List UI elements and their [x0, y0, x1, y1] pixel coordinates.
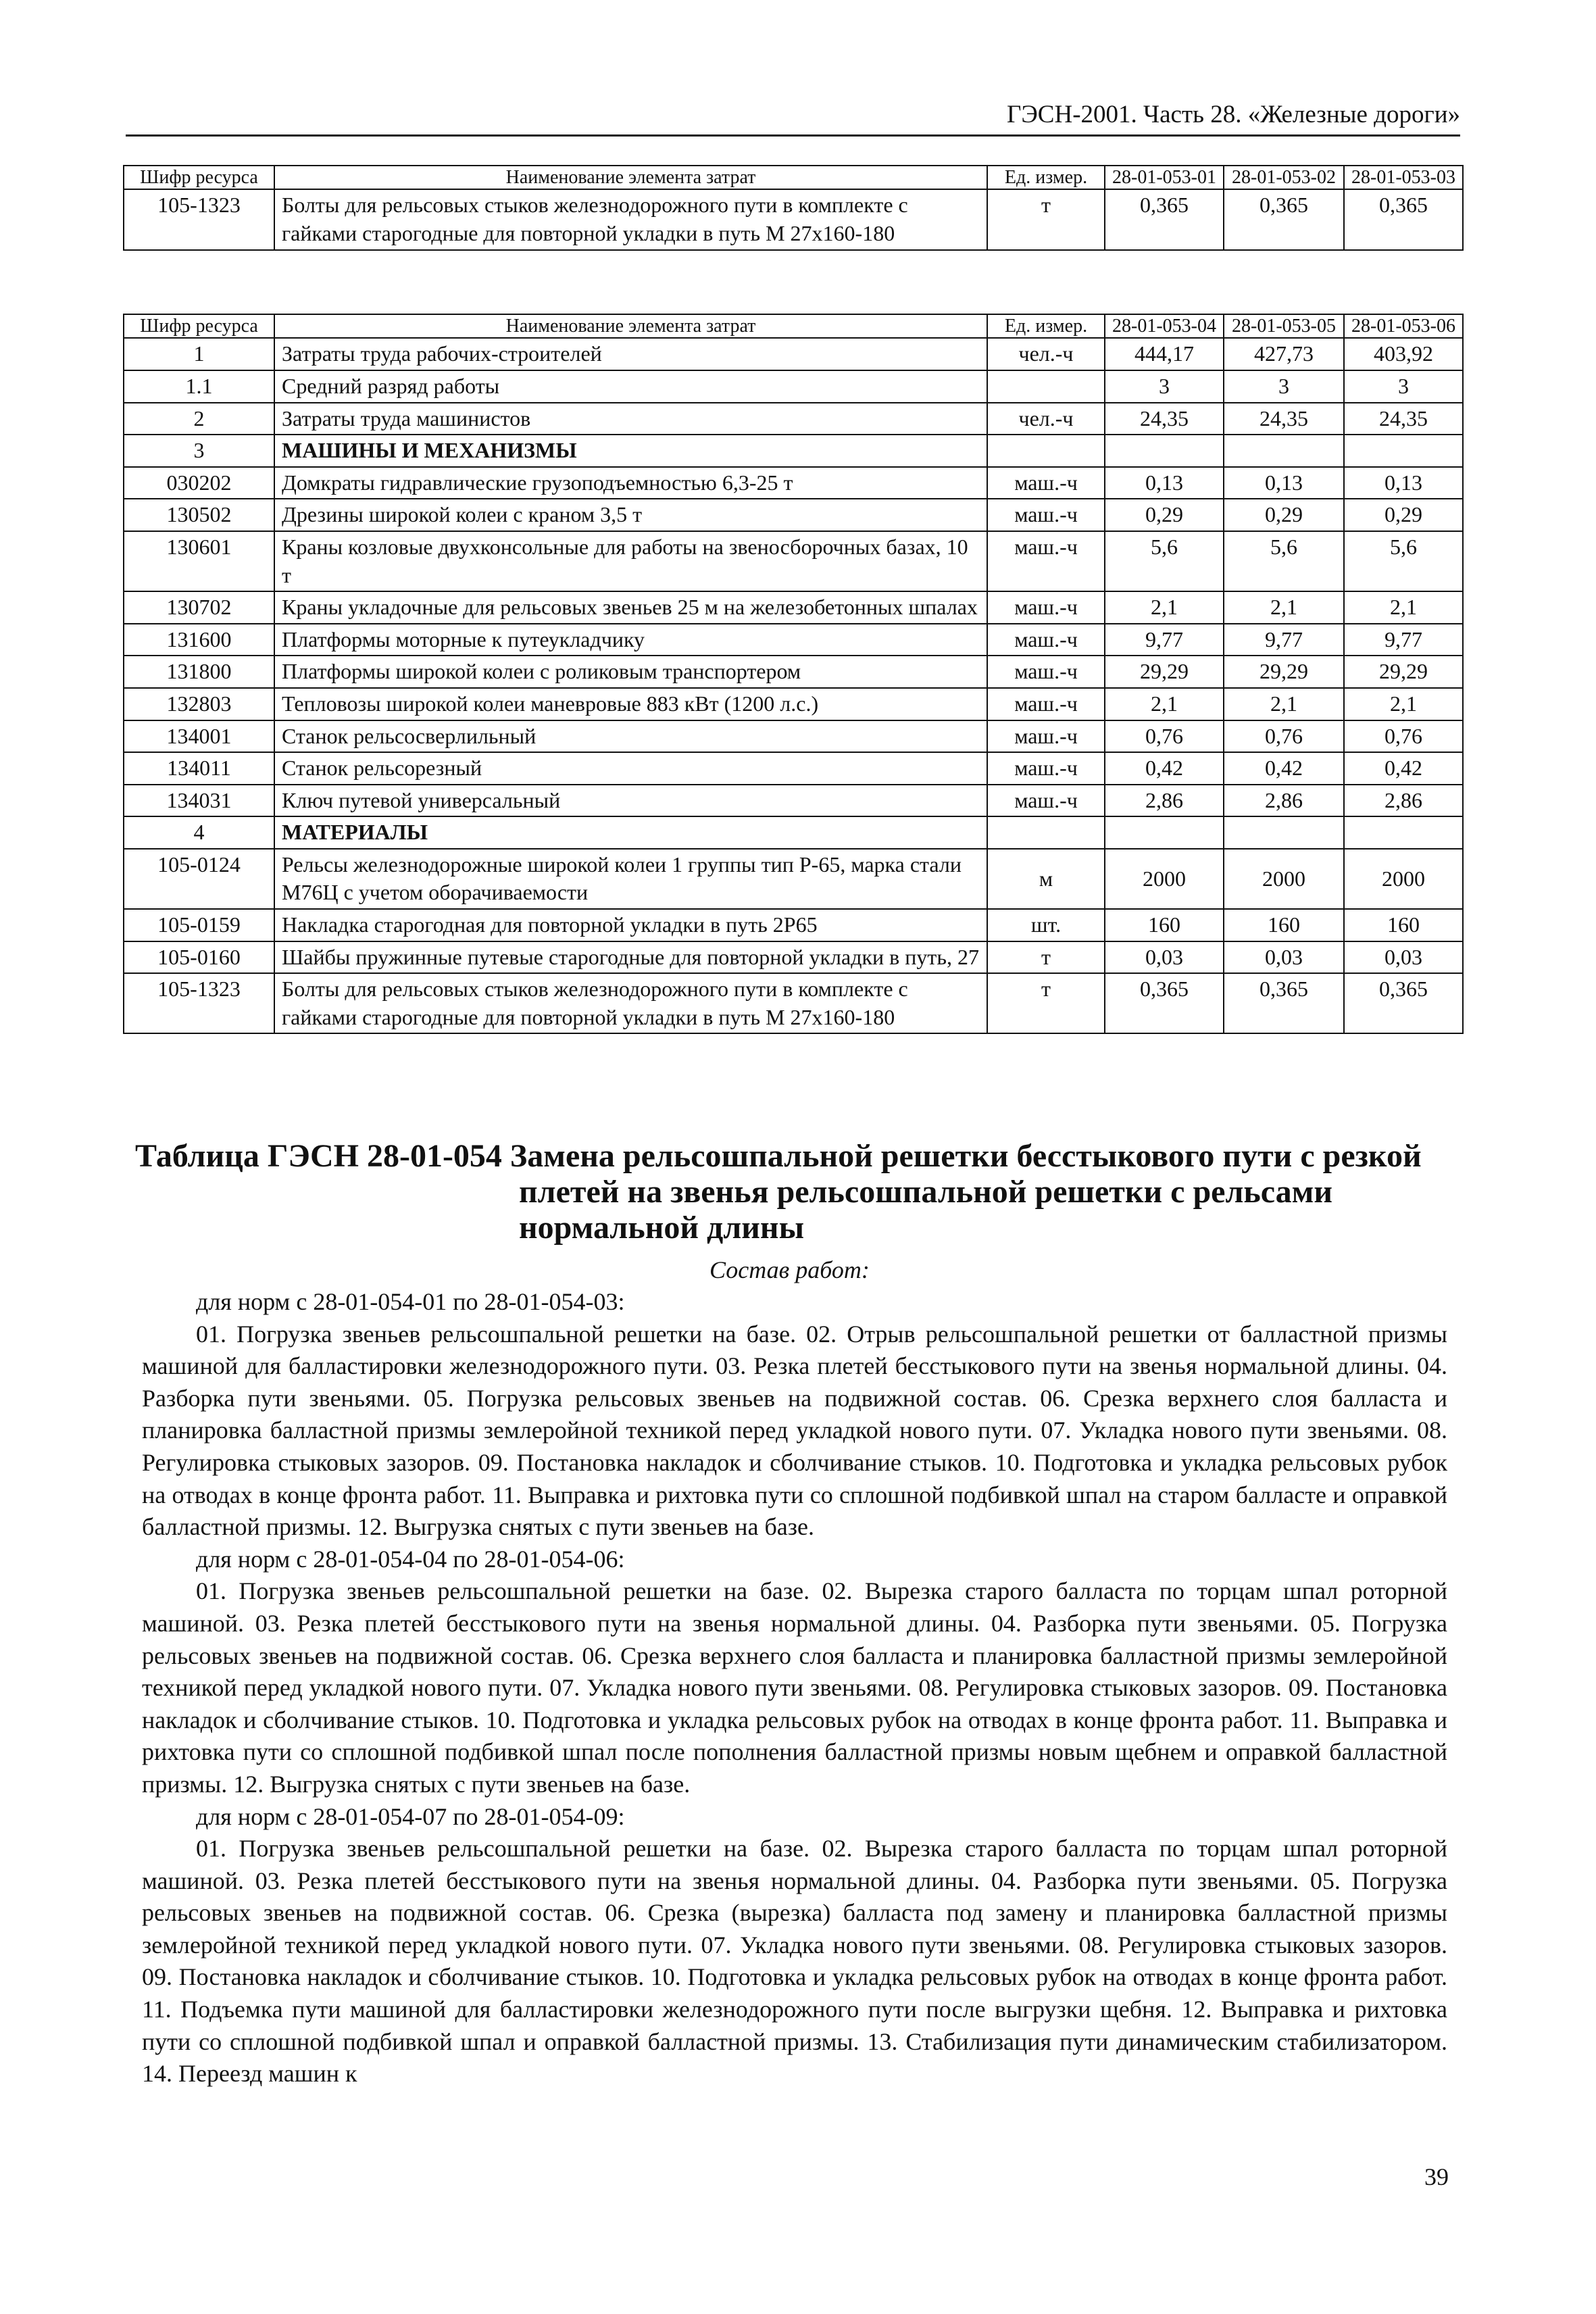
norm-value: 0,42: [1224, 752, 1344, 785]
resource-unit: маш.-ч: [987, 531, 1105, 591]
resource-code: 030202: [124, 467, 274, 499]
table-row: [124, 403, 1463, 435]
norm-value: 29,29: [1105, 656, 1224, 688]
resource-name: Затраты труда машинистов: [274, 403, 987, 435]
norm-value: 0,365: [1344, 973, 1463, 1033]
column-header-norm: 28-01-053-04: [1105, 314, 1224, 338]
resource-table-053-01-03: [123, 165, 1464, 251]
group-text: 01. Погрузка звеньев рельсошпальной решетки на базе. 02. Отрыв рельсошпальной решетки от балластной призмы машиной для балластировки железнодорожного пути. 03. Резка плетей бесстыкового пути на звенья нормальной длины. 04. Разборка пути звеньями. 05. Погрузка рельсовых звеньев на подвижной состав. 06. Срезка верхнего слоя балласта и планировка балластной призмы землеройной техникой перед укладкой нового пути. 07. Укладка нового пути звеньями. 08. Регулировка стыковых зазоров. 09. Постановка накладок и сболчивание стыков. 10. Подготовка и укладка рельсовых рубок на отводах в конце фронта работ. 11. Выправка и рихтовка пути со сплошной подбивкой шпал на старом балласте и оправкой балластной призмы. 12. Выгрузка снятых с пути звеньев на базе.: [142, 1320, 1447, 1541]
resource-table-053-04-06: [123, 314, 1464, 1034]
norm-value: 29,29: [1344, 656, 1463, 688]
resource-unit: маш.-ч: [987, 467, 1105, 499]
resource-name: Ключ путевой универсальный: [274, 785, 987, 817]
group-label: для норм с 28-01-054-07 по 28-01-054-09:: [196, 1802, 625, 1830]
column-header-norm: 28-01-053-01: [1105, 166, 1224, 189]
norm-value: 9,77: [1224, 624, 1344, 656]
resource-unit: маш.-ч: [987, 591, 1105, 624]
resource-code: 134001: [124, 720, 274, 753]
resource-name: Платформы моторные к путеукладчику: [274, 624, 987, 656]
norm-value: 5,6: [1105, 531, 1224, 591]
table-row: [124, 752, 1463, 785]
resource-code: 105-0160: [124, 941, 274, 974]
resource-code: 134031: [124, 785, 274, 817]
resource-code: 130502: [124, 499, 274, 531]
table-header-row: [124, 166, 1463, 189]
resource-unit: чел.-ч: [987, 403, 1105, 435]
resource-code: 134011: [124, 752, 274, 785]
resource-name: Краны козловые двухконсольные для работы на звеносборочных базах, 10 т: [274, 531, 987, 591]
column-header-name: Наименование элемента затрат: [274, 166, 987, 189]
column-header-code: Шифр ресурса: [124, 314, 274, 338]
column-header-norm: 28-01-053-05: [1224, 314, 1344, 338]
norm-value: 160: [1105, 909, 1224, 941]
norm-value: 29,29: [1224, 656, 1344, 688]
resource-name: Болты для рельсовых стыков железнодорожного пути в комплекте с гайками старогодные для повторной укладки в путь М 27х160-180: [274, 973, 987, 1033]
norm-value: [1344, 816, 1463, 849]
norm-value: 2,1: [1224, 688, 1344, 720]
resource-name: Затраты труда рабочих-строителей: [274, 338, 987, 370]
table-row: [124, 591, 1463, 624]
norm-value: 0,29: [1344, 499, 1463, 531]
resource-code: 131800: [124, 656, 274, 688]
norm-value: 24,35: [1224, 403, 1344, 435]
section-title-line1: Таблица ГЭСН 28-01-054 Замена рельсошпальной решетки бесстыкового пути с резкой: [135, 1138, 1422, 1174]
norm-value: 2,86: [1105, 785, 1224, 817]
table-row: [124, 785, 1463, 817]
resource-name: Платформы широкой колеи с роликовым транспортером: [274, 656, 987, 688]
norm-value: 0,76: [1344, 720, 1463, 753]
resource-name: Краны укладочные для рельсовых звеньев 25 м на железобетонных шпалах: [274, 591, 987, 624]
resource-unit: маш.-ч: [987, 785, 1105, 817]
table-row: [124, 720, 1463, 753]
norm-value: 3: [1344, 370, 1463, 403]
table-row: [124, 338, 1463, 370]
table-header-row: [124, 314, 1463, 338]
resource-unit: маш.-ч: [987, 752, 1105, 785]
resource-unit: т: [987, 973, 1105, 1033]
resource-name: Дрезины широкой колеи с краном 3,5 т: [274, 499, 987, 531]
resource-unit: м: [987, 849, 1105, 909]
table-row: [124, 499, 1463, 531]
norm-value: [1224, 816, 1344, 849]
resource-name: Накладка старогодная для повторной укладки в путь 2Р65: [274, 909, 987, 941]
column-header-name: Наименование элемента затрат: [274, 314, 987, 338]
table-row: [124, 531, 1463, 591]
table-row: [124, 435, 1463, 467]
norm-value: 0,365: [1105, 973, 1224, 1033]
norm-value: 2000: [1224, 849, 1344, 909]
table-row: [124, 688, 1463, 720]
table-row: [124, 189, 1463, 249]
norm-value: 0,29: [1224, 499, 1344, 531]
resource-code: 1: [124, 338, 274, 370]
norm-value: 0,13: [1105, 467, 1224, 499]
table-row: [124, 941, 1463, 974]
resource-code: 131600: [124, 624, 274, 656]
norm-value: 0,365: [1344, 189, 1463, 249]
resource-name: Болты для рельсовых стыков железнодорожного пути в комплекте с гайками старогодные для повторной укладки в путь М 27х160-180: [274, 189, 987, 249]
resource-code: 132803: [124, 688, 274, 720]
norm-value: 5,6: [1224, 531, 1344, 591]
resource-unit: маш.-ч: [987, 499, 1105, 531]
resource-name: Станок рельсорезный: [274, 752, 987, 785]
resource-code: 1.1: [124, 370, 274, 403]
section-title: [135, 1139, 1460, 1246]
norm-value: 3: [1105, 370, 1224, 403]
table-row: [124, 973, 1463, 1033]
norm-value: [1105, 816, 1224, 849]
norm-value: 2,1: [1344, 591, 1463, 624]
norm-value: 2,86: [1344, 785, 1463, 817]
norm-value: 160: [1224, 909, 1344, 941]
norm-value: 2,1: [1224, 591, 1344, 624]
norm-value: 2,1: [1105, 591, 1224, 624]
norm-value: 0,03: [1105, 941, 1224, 974]
resource-code: 105-0124: [124, 849, 274, 909]
norm-value: 0,29: [1105, 499, 1224, 531]
resource-unit: т: [987, 941, 1105, 974]
resource-code: 3: [124, 435, 274, 467]
norm-value: [1224, 435, 1344, 467]
norm-value: 5,6: [1344, 531, 1463, 591]
norm-value: 9,77: [1105, 624, 1224, 656]
norm-value: 2,86: [1224, 785, 1344, 817]
column-header-unit: Ед. измер.: [987, 314, 1105, 338]
norm-value: 24,35: [1105, 403, 1224, 435]
resource-name: МАТЕРИАЛЫ: [274, 816, 987, 849]
resource-unit: шт.: [987, 909, 1105, 941]
column-header-norm: 28-01-053-02: [1224, 166, 1344, 189]
norm-value: 2,1: [1105, 688, 1224, 720]
norm-value: 0,365: [1224, 189, 1344, 249]
section-subtitle: Состав работ:: [709, 1256, 870, 1283]
norm-value: 444,17: [1105, 338, 1224, 370]
table-row: [124, 370, 1463, 403]
norm-value: 0,03: [1224, 941, 1344, 974]
norm-value: 0,13: [1344, 467, 1463, 499]
norm-value: 9,77: [1344, 624, 1463, 656]
resource-name: Домкраты гидравлические грузоподъемностью 6,3-25 т: [274, 467, 987, 499]
norm-value: 427,73: [1224, 338, 1344, 370]
resource-unit: маш.-ч: [987, 720, 1105, 753]
norm-value: 0,365: [1224, 973, 1344, 1033]
resource-code: 105-1323: [124, 973, 274, 1033]
norm-value: 160: [1344, 909, 1463, 941]
resource-name: Тепловозы широкой колеи маневровые 883 кВт (1200 л.с.): [274, 688, 987, 720]
table-row: [124, 849, 1463, 909]
table-row: [124, 909, 1463, 941]
norm-value: 2000: [1344, 849, 1463, 909]
resource-unit: чел.-ч: [987, 338, 1105, 370]
norm-value: 0,76: [1224, 720, 1344, 753]
norm-value: 0,76: [1105, 720, 1224, 753]
resource-code: 2: [124, 403, 274, 435]
column-header-norm: 28-01-053-06: [1344, 314, 1463, 338]
norm-value: 0,365: [1105, 189, 1224, 249]
page-number: 39: [1424, 2163, 1449, 2190]
resource-name: Средний разряд работы: [274, 370, 987, 403]
norm-value: 24,35: [1344, 403, 1463, 435]
column-header-norm: 28-01-053-03: [1344, 166, 1463, 189]
group-label: для норм с 28-01-054-01 по 28-01-054-03:: [196, 1288, 625, 1315]
resource-name: Шайбы пружинные путевые старогодные для повторной укладки в путь, 27: [274, 941, 987, 974]
table-row: [124, 816, 1463, 849]
norm-value: 2,1: [1344, 688, 1463, 720]
resource-name: МАШИНЫ И МЕХАНИЗМЫ: [274, 435, 987, 467]
resource-unit: маш.-ч: [987, 656, 1105, 688]
resource-unit: [987, 435, 1105, 467]
column-header-code: Шифр ресурса: [124, 166, 274, 189]
resource-name: Станок рельсосверлильный: [274, 720, 987, 753]
norm-value: 2000: [1105, 849, 1224, 909]
work-composition: [142, 1286, 1447, 2090]
norm-value: [1344, 435, 1463, 467]
resource-code: 105-1323: [124, 189, 274, 249]
column-header-unit: Ед. измер.: [987, 166, 1105, 189]
running-header: ГЭСН-2001. Часть 28. «Железные дороги»: [126, 100, 1460, 137]
group-text: 01. Погрузка звеньев рельсошпальной решетки на базе. 02. Вырезка старого балласта по торцам шпал роторной машиной. 03. Резка плетей бесстыкового пути на звенья нормальной длины. 04. Разборка пути звеньями. 05. Погрузка рельсовых звеньев на подвижной состав. 06. Срезка верхнего слоя балласта и планировка балластной призмы землеройной техникой перед укладкой нового пути. 07. Укладка нового пути звеньями. 08. Регулировка стыковых зазоров. 09. Постановка накладок и сболчивание стыков. 10. Подготовка и укладка рельсовых рубок на отводах в конце фронта работ. 11. Выправка и рихтовка пути со сплошной подбивкой шпал после пополнения балластной призмы новым щебнем и оправкой балластной призмы. 12. Выгрузка снятых с пути звеньев на базе.: [142, 1577, 1447, 1798]
table-row: [124, 467, 1463, 499]
norm-value: [1105, 435, 1224, 467]
resource-name: Рельсы железнодорожные широкой колеи 1 группы тип Р-65, марка стали М76Ц с учетом оборачиваемости: [274, 849, 987, 909]
table-row: [124, 656, 1463, 688]
norm-value: 0,42: [1344, 752, 1463, 785]
norm-value: 0,42: [1105, 752, 1224, 785]
resource-code: 130601: [124, 531, 274, 591]
resource-unit: маш.-ч: [987, 688, 1105, 720]
resource-code: 4: [124, 816, 274, 849]
resource-code: 105-0159: [124, 909, 274, 941]
table-row: [124, 624, 1463, 656]
norm-value: 403,92: [1344, 338, 1463, 370]
norm-value: 0,13: [1224, 467, 1344, 499]
norm-value: 0,03: [1344, 941, 1463, 974]
section-title-rest: плетей на звенья рельсошпальной решетки с рельсами нормальной длины: [519, 1173, 1333, 1246]
resource-code: 130702: [124, 591, 274, 624]
norm-value: 3: [1224, 370, 1344, 403]
resource-unit: маш.-ч: [987, 624, 1105, 656]
resource-unit: [987, 370, 1105, 403]
group-text: 01. Погрузка звеньев рельсошпальной решетки на базе. 02. Вырезка старого балласта по торцам шпал роторной машиной. 03. Резка плетей бесстыкового пути на звенья нормальной длины. 04. Разборка пути звеньями. 05. Погрузка рельсовых звеньев на подвижной состав. 06. Срезка (вырезка) балласта под замену и планировка балластной призмы землеройной техникой перед укладкой нового пути. 07. Укладка нового пути звеньями. 08. Регулировка стыковых зазоров. 09. Постановка накладок и сболчивание стыков. 10. Подготовка и укладка рельсовых рубок на отводах в конце фронта работ. 11. Подъемка пути машиной для балластировки железнодорожного пути после выгрузки щебня. 12. Выправка и рихтовка пути со сплошной подбивкой шпал и оправкой балластной призмы. 13. Стабилизация пути динамическим стабилизатором. 14. Переезд машин к: [142, 1835, 1447, 2088]
group-label: для норм с 28-01-054-04 по 28-01-054-06:: [196, 1545, 625, 1573]
resource-unit: [987, 816, 1105, 849]
resource-unit: т: [987, 189, 1105, 249]
